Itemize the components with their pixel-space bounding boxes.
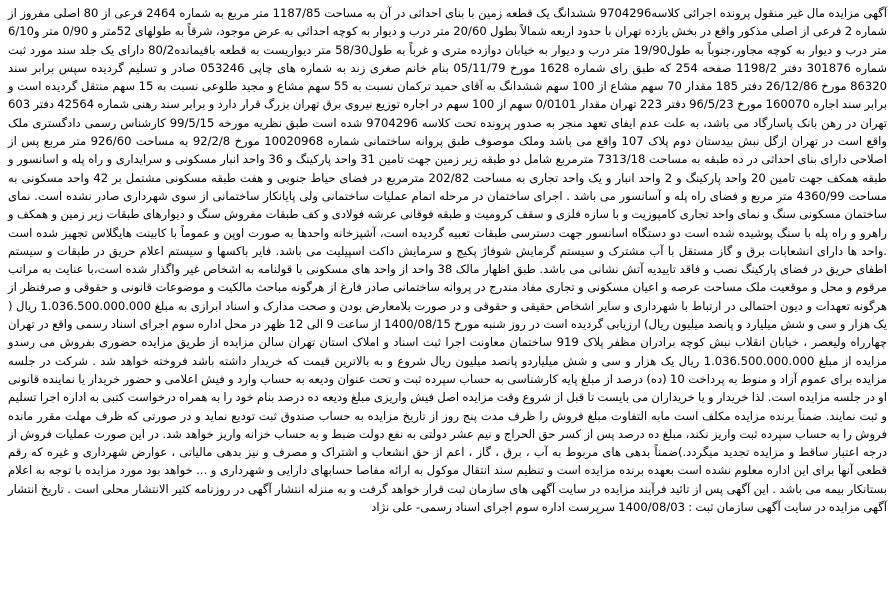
notice-text: آگهی مزایده مال غیر منقول پرونده اجرائی کلاسه9704296 ششدانگ یک قطعه زمین با بنای احداثی در آن به مساحت 1187/85 متر مربع به شماره 2464 فرعی از 80 اصلی مفروز از شماره 2 فرعی از اصلی مذکور واقع در بخش یازده تهران با حدود اربعه شمالاً بطول 20/60 متر درب و دیوار به کوچه احداثی به عرض موجود، شرقاً به طولهای 52متر و 0/90 متر و6/10 متر درب و دیوار به کوچه مجاور،جنوباً به طول19/90 متر درب و دیوار به خیابان دوازده متری و غرباً به طول58/30 متر دیواریست به قطعه باقیمانده80/2 دارای یک جلد سند مورد ثبت شماره 301876 دفتر 1198/2 صفحه 254 که طبق رای شماره 1628 مورخ 05/11/79 بنام خانم صغری زند به شماره های چاپی 053246 صادر و تسلیم گردیده سپس برابر سند 86320 مورخ 26/12/86 دفتر 185 مقدار 70 سهم مشاع از 100 سهم ششدانگ به آقای حمید ترکمان نسبت به 55 سهم مشاع و مجید طلوعی نسبت به 15 سهم منتقل گردیده است و برابر سند اجاره 160070 مورخ 96/5/23 دفتر 223 تهران مقدار 0/0101 سهم از 100 سهم در اجاره توزیع نیروی برق تهران بزرگ قرار دارد و برابر سند رهنی شماره 42564 دفتر 603 تهران در رهن بانک پاسارگاد می باشد، به علت عدم ایفای تعهد منجر به صدور پرونده تحت کلاسه 9704296 شده است طبق نظریه مورخه 99/5/15 کارشناس رسمی دادگستری ملک واقع است در تهران ازگل نبش بیدستان دوم پلاک 107 واقع می باشد وملک موصوف طبق پروانه ساختمانی شماره 10020968 مورخ 92/2/8 به مساحت 926/60 متر مربع پس از اصلاحی دارای بنای احداثی در ده طبقه به مساحت 7313/18 مترمربع شامل دو طبقه زیر زمین جهت تامین 31 واحد پارکینگ و 36 واحد انبار مسکونی و سرایداری و راه پله و اسانسور و طبقه همکف جهت تامین 20 واحد پارکینگ و 2 واحد انبار و یک واحد تجاری به مساحت 202/82 مترمربع در فضای حیاط جنوبی و هفت طبقه مسکونی مشتمل بر 42 واحد مسکونی به مساحت 4360/99 متر مربع و فضای راه پله و آسانسور می باشد . اجرای ساختمان در مرحله اتمام عملیات ساختمانی ولی پایانکار ساختمانی از سوی شهرداری صادر نشده است. نمای ساختمان مسکونی سنگ و نمای واحد تجاری کامپوزیت و با سازه فلزی و سقف کرومیت و طبقه فوقانی عرشه فولادی و کف طبقات مفروش سنگ و دیوارهای طبقات زیر زمین و همکف و راهرو و راه پله با سنگ پوشیده شده است دو دستگاه اسانسور جهت دسترسی طبقات تعبیه گردیده است، آشپزخانه واحدها به صورت اوپن و عموماً با کابینت هایگلاس تجهیز شده است .واحد ها دارای انشعابات برق و گاز مستقل با آب مشترک و سیستم گرمایش شوفاژ پکیج و سرمایش داکت اسپیلیت می باشد. فایر باکسها و سیستم اعلام حریق در طبقات و سیستم اطفای حریق در فضای پارکینگ نصب و فاقد تاییدیه آتش نشانی می باشد. طبق اظهار مالک 38 واحد از واحد های مسکونی با قولنامه به اشخاص غیر واگذار شده است،با عنایت به مراتب مرقوم و محل و موقعیت ملک مساحت عرصه و اعیان مسکونی و تجاری مفاد مندرج در پروانه ساختمانی صادر فارغ از هرگونه مباحث مالکیت و موضوعات قانونی و حقوقی و صرفنظر از هرگونه تعهدات و دیون احتمالی در ارتباط با شهرداری و سایر اشخاص حقیقی و حقوقی و در صورت بلامعارض بودن و صحت مدارک و اسناد ابرازی به مبلغ 1.036.500.000.000 ریال ( یک هزار و سی و شش میلیارد و پانصد میلیون ریال) ارزیابی گردیده است در روز شنبه مورخ 1400/08/15 از ساعت 9 الی 12 ظهر در محل اداره سوم اجرای اسناد رسمی واقع در تهران چهارراه ولیعصر ، خیابان انقلاب نبش کوچه برادران مظفر پلاک 919 ساختمان معاونت اجرا ثبت اسناد و املاک استان تهران سالن مزایده از طریق مزایده حضوری بفروش می رسدو مزایده از مبلغ 1.036.500.000.000 ریال یک هزار و سی و شش میلیاردو پانصد میلیون ریال شروع و به بالاترین قیمت که خریدار داشته باشد فروخته خواهد شد . شرکت در جلسه مزایده برای عموم آزاد و منوط به پرداخت 10 (ده) درصد از مبلغ پایه کارشناسی به حساب سپرده ثبت و تحت عنوان ودیعه به حساب وارد و فیش اعلامی و حضور خریدار یا نماینده قانونی او در جلسه مزایده است. لذا خریدار و یا خریداران می بایست تا قبل از شروع وقت مزایده اصل فیش واریزی مبلغ ودیعه ده درصد بنام خود را به همراه درخواست کتبی به اداره اجرا تسلیم و ثبت نمایند. ضمناً برنده مزایده مکلف است مابه التفاوت مبلغ فروش را ظرف مدت پنج روز از تاریخ مزایده به حساب صندوق ثبت تودیع نماید و در صورتی که ظرف مهلت مقرر مانده فروش را به حساب سپرده ثبت واریز نکند، مبلغ ده درصد پس از کسر حق الحراج و نیم عشر دولتی به نفع دولت ضبط و به حساب خزانه واریز خواهد شد. در این صورت عملیات فروش از درجه اعتبار ساقط و مزایده تجدید میگردد.)ضمناً بدهی های مربوط به آب ، برق ، گاز ، اعم از حق انشعاب و اشتراک و مصرف و نیز بدهی مالیاتی ، عوارض شهرداری و غیره که رقم قطعی آنها برای این اداره معلوم نشده است بعهده برنده مزایده است و تنظیم سند انتقال موکول به ارائه مفاصا حسابهای دارایی و شهرداری و ... خواهد بود مورد مزایده با توجه به اعلام بستانکار بیمه می باشد . این آگهی پس از تائید فرآیند مزایده در سایت آگهی های سازمان ثبت قرار خواهد گرفت و به منزله انتشار آگهی در روزنامه کثیر الانتشار محلی است . تاریخ انتشار آگهی مزایده در سایت آگهی سازمان ثبت : 1400/08/03 سرپرست اداره سوم اجرای اسناد رسمی- علی نژاد	[8, 6, 888, 515]
